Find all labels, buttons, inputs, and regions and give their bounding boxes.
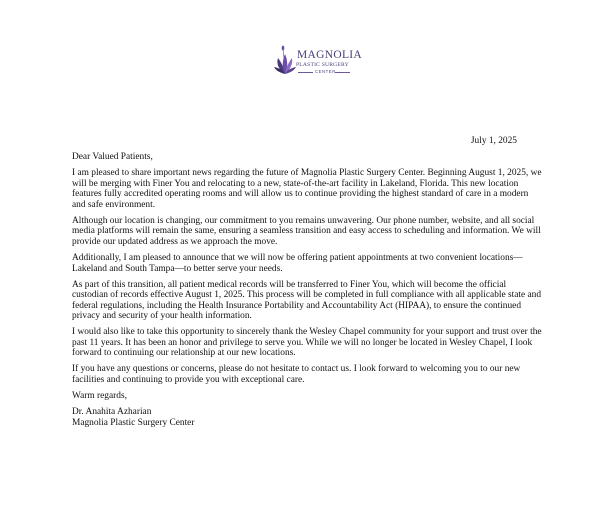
logo-subtitle: PLASTIC SURGERY [296, 62, 349, 68]
logo-divider-left [298, 72, 313, 73]
paragraph: I am pleased to share important news regarding the future of Magnolia Plastic Surgery Center. Beginning August 1, 2025, we will be merging with Finer You and relocating to a new, state-of-the-art facility in Lakeland, Florida. This new location features fully accredited operating rooms and will allow us to continue providing the highest standard of care in a modern and safe environment. [72, 167, 542, 210]
paragraph: I would also like to take this opportunity to sincerely thank the Wesley Chapel community for your support and trust over the past 11 years. It has been an honor and privilege to serve you. While we will no longer be located in Wesley Chapel, I look forward to continuing our relationship at our new locations. [72, 327, 542, 359]
logo-wordmark: MAGNOLIA [297, 49, 363, 61]
magnolia-flower-icon [273, 44, 297, 78]
paragraph: As part of this transition, all patient medical records will be transferred to Finer You, which will become the official custodian of records effective August 1, 2025. This process will be completed in full compliance with all applicable state and federal regulations, including the Health Insurance Portability and Accountability Act (HIPAA), to ensure the continued privacy and security of your health information. [72, 279, 542, 322]
magnolia-logo [273, 44, 369, 80]
logo-center-label: CENTER [315, 69, 336, 74]
signer-name: Dr. Anahita Azharian [72, 407, 152, 417]
paragraph: If you have any questions or concerns, please do not hesitate to contact us. I look forward to welcoming you to our new facilities and continuing to provide you with exceptional care. [72, 364, 521, 386]
letter-body [72, 152, 542, 428]
paragraph: Additionally, I am pleased to announce that we will now be offering patient appointments at two convenient locations—Lakeland and South Tampa—to better serve your needs. [72, 252, 523, 274]
letter-date: July 1, 2025 [470, 136, 517, 146]
closing: Warm regards, [72, 391, 127, 402]
logo-divider-right [335, 72, 350, 73]
salutation: Dear Valued Patients, [72, 152, 153, 162]
paragraph: Although our location is changing, our commitment to you remains unwavering. Our phone number, website, and all social media platforms will remain the same, ensuring a seamless transition and easy access to scheduling and information. We will provide our updated address as we approach the move. [72, 215, 541, 247]
signer-organization: Magnolia Plastic Surgery Center [72, 417, 195, 428]
signature-block [72, 407, 542, 428]
